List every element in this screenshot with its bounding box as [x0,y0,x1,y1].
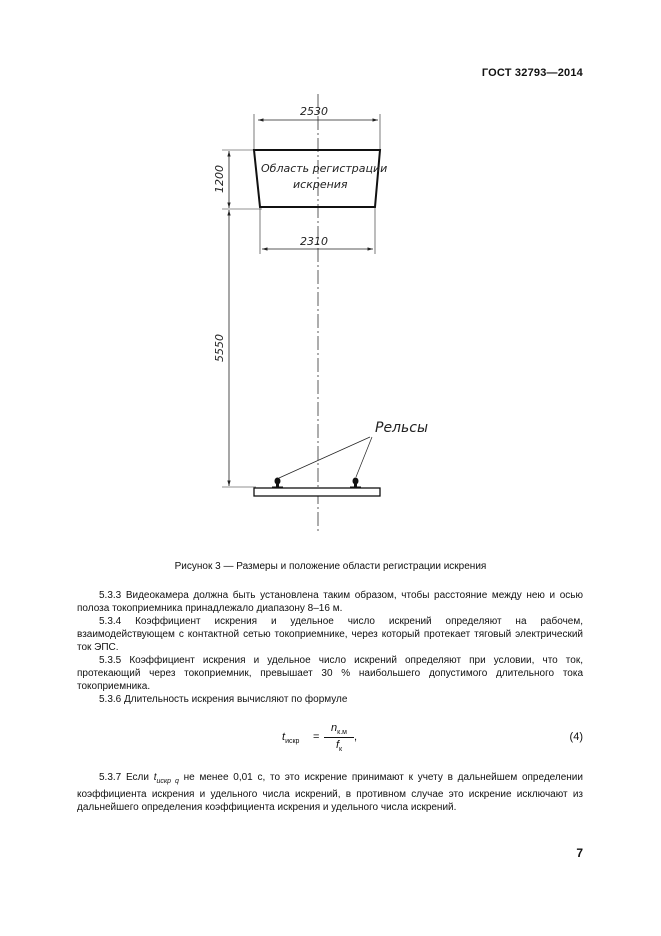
paragraph-5-3-4: 5.3.4 Коэффициент искрения и удельное число искрений определяют на рабочем, взаимодействующем с контактной сетью токоприемнике, через который протекает тяговый электрический ток ЭПС. [77,616,583,653]
formula-number: (4) [569,731,583,743]
formula-equals: = [313,731,320,743]
formula-lhs: $t_{искр}$ [282,731,300,746]
formula-fraction [324,722,354,753]
paragraph-5-3-3: 5.3.3 Видеокамера должна быть установлена таким образом, чтобы расстояние между нею и осью полоза токоприемника принадлежало диапазону 8–16 м. [77,590,583,614]
body-text-2 [77,771,583,814]
formula-numerator: $n_{к.м}$ [324,722,354,738]
paragraph-5-3-5: 5.3.5 Коэффициент искрения и удельное число искрений определяют при условии, что ток, протекающий через токоприемник, превышает 30 % наибольшего допустимого длительного тока токоприемника. [77,655,583,692]
rail-left [272,478,283,489]
sleeper [254,488,380,496]
rail-right [350,478,361,489]
zone-label-line2: искрения [293,178,348,191]
figure-caption: Рисунок 3 — Размеры и положение области регистрации искрения [174,561,487,572]
dim-top-label: 2530 [300,105,328,118]
dim-total-label: 5550 [213,334,226,362]
paragraph-5-3-6: 5.3.6 Длительность искрения вычисляют по формуле [99,694,348,705]
dim-bottom-label: 2310 [300,235,328,248]
page-number: 7 [576,846,583,860]
formula-4 [77,722,583,756]
zone-label-line1: Область регистрации [261,162,388,175]
formula-denominator: $f_к$ [335,739,343,754]
standard-code: ГОСТ 32793—2014 [481,67,583,79]
leader-left [279,437,370,478]
paragraph-5-3-7: 5.3.7 Если $t_{искр q}$ не менее 0,01 с, то это искрение принимают к учету в дальнейшем определении коэффициента искрения и удельного числа искрений, в противном случае это искрение исключают из дальнейшего определения коэффициента искрения и удельного числа искрений. [77,772,583,813]
dim-height-label: 1200 [213,165,226,193]
leader-right [356,437,372,477]
rails-label: Рельсы [375,420,429,436]
body-text [77,589,583,706]
formula-end: , [354,731,358,743]
